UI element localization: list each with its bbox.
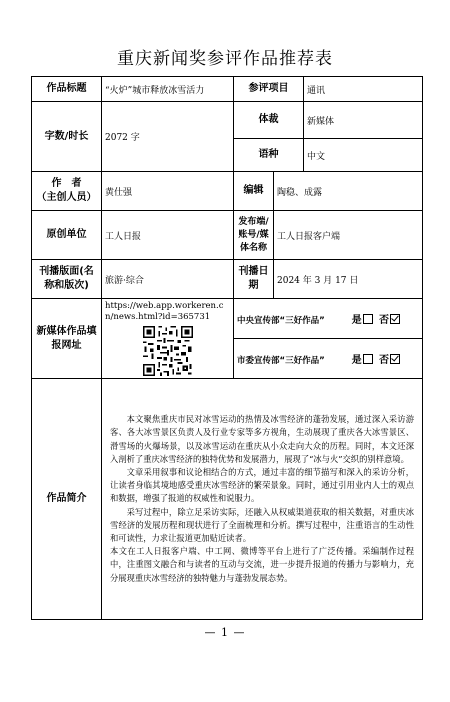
summary-paragraph: 文章采用叙事和议论相结合的方式，通过丰富的细节描写和深入的采访分析，让读者身临其境地感受重庆冰雪经济的繁荣景象。同时，通过引用业内人士的观点和数据，增强了报道的权威性和说服力。	[110, 466, 414, 504]
row-url-central	[32, 299, 423, 339]
document-title: 重庆新闻奖参评作品推荐表	[117, 49, 333, 69]
municipal-no-label: 否	[379, 355, 390, 366]
municipal-yes-label: 是	[351, 355, 362, 366]
genre-value: 新媒体	[304, 102, 423, 139]
checkbox-unchecked-icon[interactable]	[363, 354, 373, 364]
summary-text	[102, 379, 423, 620]
summary-label: 作品简介	[32, 379, 102, 620]
review-item-label: 参评项目	[234, 77, 304, 102]
row-work-title	[32, 77, 423, 102]
word-count-label: 字数/时长	[32, 102, 102, 172]
summary-paragraph: 本文在工人日报客户端、中工网、微博等平台上进行了广泛传播。采编制作过程中，注重图文融合和与读者的互动与交流，进一步提升报道的传播力与影响力，充分展现重庆冰雪经济的独特魅力与蓬勃发展态势。	[110, 546, 414, 583]
url-label: 新媒体作品填报网址	[32, 299, 102, 379]
central-yes-no	[352, 315, 403, 326]
editor-label: 编辑	[234, 172, 274, 211]
editor-value: 陶稳、成露	[274, 172, 423, 211]
unit-value: 工人日报	[102, 211, 234, 260]
word-count-value: 2072 字	[102, 102, 234, 172]
central-praise-cell	[234, 299, 423, 339]
author-label-line1: 作 者	[51, 178, 82, 189]
layout-label: 刊播版面(名称和版次)	[32, 260, 102, 299]
language-value: 中文	[304, 139, 423, 172]
central-yes-label: 是	[351, 315, 362, 326]
publisher-value: 工人日报客户端	[274, 211, 423, 260]
genre-label: 体裁	[234, 102, 304, 139]
row-summary	[32, 379, 423, 620]
row-layout-date	[32, 260, 423, 299]
summary-paragraph: 采写过程中，除立足采访实际，还融入从权威渠道获取的相关数据，对重庆冰雪经济的发展历程和现状进行了全面梳理和分析。撰写过程中，注重语言的生动性和可读性，力求让报道更加贴近读者。	[110, 506, 414, 543]
row-unit-publisher	[32, 211, 423, 260]
layout-value: 旅游·综合	[102, 260, 234, 299]
author-value: 黄仕强	[102, 172, 234, 211]
author-label-line2: （主创人员）	[36, 192, 97, 203]
unit-label: 原创单位	[32, 211, 102, 260]
publisher-label: 发布端/账号/媒体名称	[234, 211, 274, 260]
work-title-value: “火炉”城市释放冰雪活力	[102, 77, 234, 102]
checkbox-checked-icon[interactable]	[390, 314, 400, 324]
review-item-value: 通讯	[304, 77, 423, 102]
language-label: 语种	[234, 139, 304, 172]
municipal-yes-no	[352, 355, 403, 366]
url-cell	[102, 299, 234, 379]
row-word-count-genre	[32, 102, 423, 139]
row-author	[32, 172, 423, 211]
page-number: — 1 —	[204, 626, 246, 639]
qr-code-icon	[143, 326, 193, 376]
url-link[interactable]: https://web.app.workeren.cn/news.html?id=365731	[105, 301, 224, 322]
checkbox-checked-icon[interactable]	[390, 354, 400, 364]
date-value: 2024 年 3 月 17 日	[274, 260, 423, 299]
central-no-label: 否	[379, 315, 390, 326]
checkbox-unchecked-icon[interactable]	[363, 314, 373, 324]
summary-paragraph: 本文聚焦重庆市民对冰雪运动的热情及冰雪经济的蓬勃发展，通过深入采访游客、各大冰雪景区负责人及行业专家等多方视角，生动展现了重庆各大冰雪景区、滑雪场的火爆场景，以及冰雪运动在重庆从小众走向大众的历程。同时，本文还深入剖析了重庆冰雪经济的独特优势和发展潜力，展现了“冰与火”交织的别样意境。	[110, 414, 414, 464]
recommendation-table	[31, 76, 423, 620]
date-label: 刊播日期	[234, 260, 274, 299]
work-title-label: 作品标题	[32, 77, 102, 102]
author-label	[32, 172, 102, 211]
municipal-praise-label: 市委宣传部“三好作品”	[237, 356, 325, 366]
central-praise-label: 中央宣传部“三好作品”	[237, 316, 325, 326]
municipal-praise-cell	[234, 339, 423, 379]
